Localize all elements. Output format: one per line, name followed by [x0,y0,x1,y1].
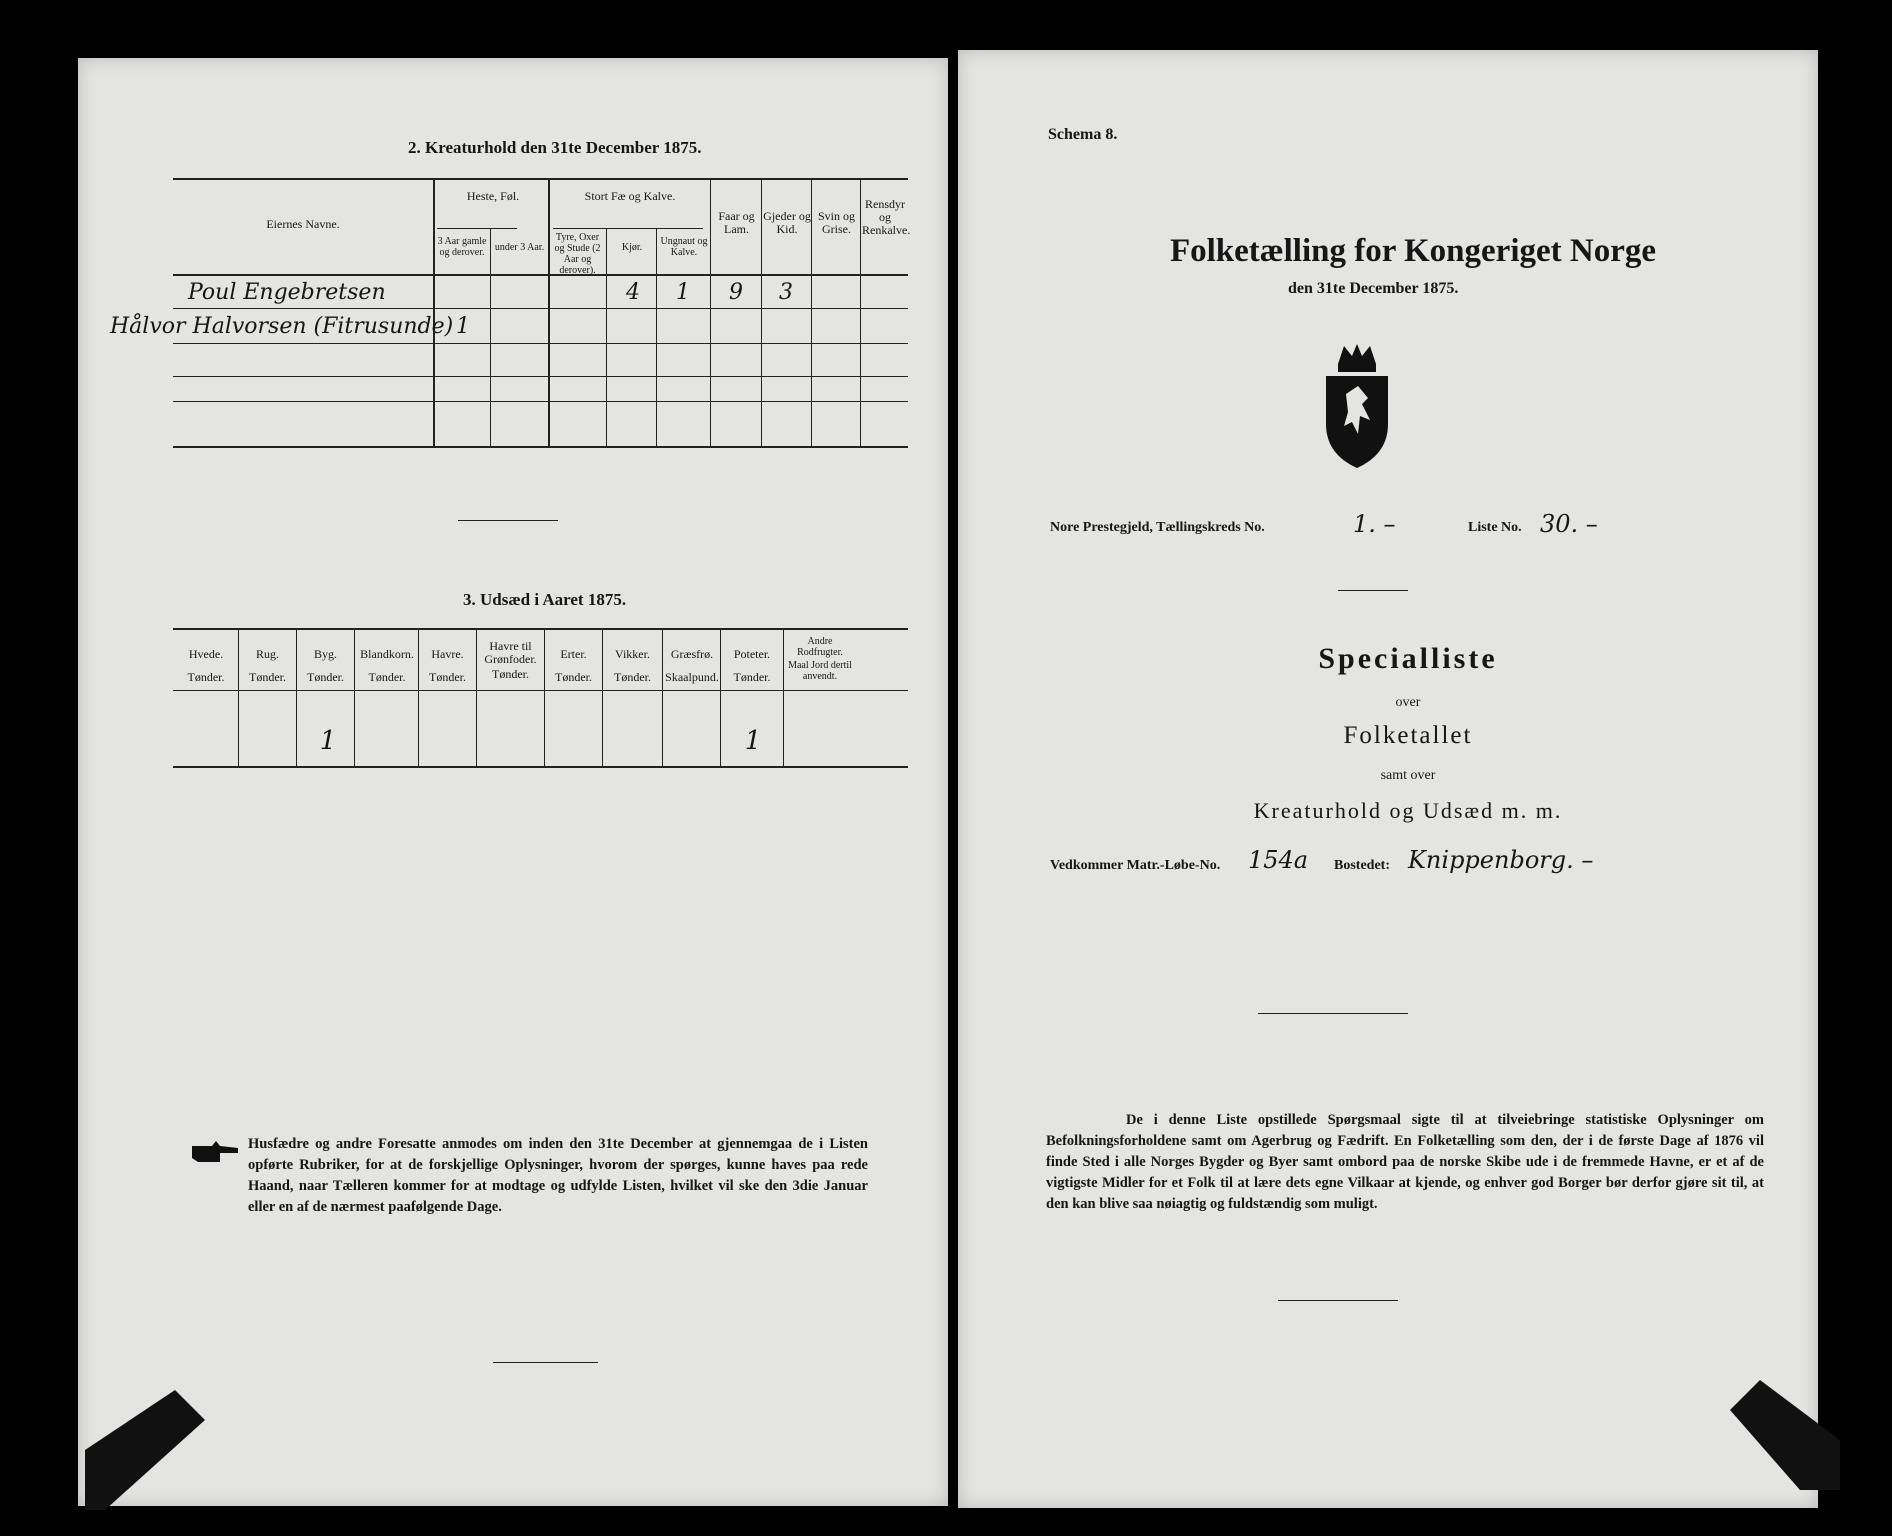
table2-bottom-rule [173,446,908,448]
liste-value: 30. – [1540,510,1598,538]
table3-bottom-rule [173,766,908,768]
table3-col-rule [783,628,784,766]
header-rensdyr: Rensdyr og Renkalve. [862,197,911,237]
table2-header-rule [173,274,908,276]
binder-clip-right [1720,1380,1840,1490]
header-stort-fae: Stort Fæ og Kalve. [584,189,676,203]
samt-over-text: samt over [1380,768,1436,783]
udsaed-col-graesfro: Græsfrø. Skaalpund. [665,647,719,684]
header-faar: Faar og Lam. [718,209,755,236]
udsaed-col-rodfrugter: Andre Rodfrugter. Maal Jord dertil anvendt. [788,636,852,682]
gjeder-row1: 3 [779,280,793,305]
bostedet-label: Bostedet: [1334,858,1390,873]
table2-col-rule [606,228,607,446]
header-kjor: Kjør. [621,242,643,253]
liste-label: Liste No. [1468,520,1522,535]
owner-name-row1: Poul Engebretsen [188,280,386,305]
separator-rule [458,520,558,521]
table2-rule [437,228,517,229]
closing-rule [493,1362,598,1363]
udsaed-col-rug: Rug. Tønder. [249,647,286,684]
prestegjeld-label: Nore Prestegjeld, Tællingskreds No. [1050,520,1265,535]
specialliste-title: Specialliste [1318,642,1498,675]
kjor-row1: 4 [626,280,640,305]
table2-col-rule [656,228,657,446]
tellingskreds-value: 1. – [1353,510,1396,538]
folketallet-text: Folketallet [1343,722,1473,749]
table3-col-rule [476,628,477,766]
schema-number: Schema 8. [1048,126,1118,143]
header-tyre: Tyre, Oxer og Stude (2 Aar og derover). [554,232,601,276]
table2-row-rule [173,401,908,402]
table2-col-rule [490,228,491,446]
closing-rule [1278,1300,1398,1301]
header-heste-under3: under 3 Aar. [494,242,545,253]
pointing-hand-icon [190,1138,240,1166]
table3-col-rule [662,628,663,766]
table3-col-rule [602,628,603,766]
separator-rule [1258,1013,1408,1014]
census-title: Folketælling for Kongeriget Norge [1169,233,1657,269]
bostedet-value: Knippenborg. – [1408,846,1594,874]
matr-label: Vedkommer Matr.-Løbe-No. [1050,858,1221,873]
over-text-1: over [1395,695,1421,710]
udsaed-col-erter: Erter. Tønder. [555,647,592,684]
section3-title: 3. Udsæd i Aaret 1875. [463,590,627,609]
header-owner: Eiernes Navne. [266,217,340,231]
header-heste-3aar: 3 Aar gamle og derover. [437,236,487,258]
udsaed-col-byg: Byg. Tønder. [307,647,344,684]
table2-top-rule [173,178,908,180]
table3-col-rule [720,628,721,766]
table2-col-rule [761,178,762,446]
header-gjeder: Gjeder og Kid. [763,209,811,236]
left-page [78,58,948,1506]
coat-of-arms-icon [1318,342,1396,472]
table2-col-rule [710,178,711,446]
header-heste-fol: Heste, Føl. [466,189,520,203]
table3-col-rule [296,628,297,766]
right-page [958,50,1818,1508]
table2-row-rule [173,376,908,377]
faar-row1: 9 [729,280,743,305]
ungnaut-row1: 1 [676,280,690,305]
kreaturhold-udsaed-text: Kreaturhold og Udsæd m. m. [1253,798,1563,823]
table2-col-rule [433,178,435,446]
owner-name-row2: Hålvor Halvorsen (Fitrusunde) [110,314,454,339]
table3-col-rule [354,628,355,766]
poteter-value: 1 [744,726,762,756]
matr-value: 154a [1248,846,1309,874]
table2-col-rule [548,178,550,446]
table3-col-rule [418,628,419,766]
udsaed-col-gronfoder: Havre til Grønfoder. Tønder. [484,639,537,681]
byg-value: 1 [319,726,337,756]
udsaed-col-vikker: Vikker. Tønder. [614,647,651,684]
table3-header-rule [173,690,908,691]
table2-row-rule [173,308,908,309]
header-ungnaut: Ungnaut og Kalve. [660,236,708,258]
table2-rule [553,228,703,229]
table2-col-rule [811,178,812,446]
table3-col-rule [238,628,239,766]
householder-notice: Husfædre og andre Foresatte anmodes om inden den 31te December at gjennemgaa de i Listen opførte Rubriker, for at de forskjellige Oplysninger, hvorom der spørges, kunne haves paa rede Haand, naar Tælleren kommer for at modtage og udfylde Listen, hvilket vil ske den 3die Januar eller en af de nærmest paafølgende Dage. [248,1136,868,1215]
heste3-row2: 1 [456,314,470,339]
udsaed-col-poteter: Poteter. Tønder. [733,647,771,684]
info-paragraph: De i denne Liste opstillede Spørgsmaal sigte til at tilveiebringe statistiske Oplysninger om Befolkningsforholdene samt om Agerbrug og Fædrift. En Folketælling som den, der i de første Dage af 1876 vil finde Sted i alle Norges Bygder og Byer samt ombord paa de norske Skibe ude i de fremmede Havne, er et af de vigtigste Midler for et Folk til at lære dets egne Vilkaar at kjende, og enhver god Borger bør derfor gjøre sit til, at den kan blive saa nøiagtig og fuldstændig som muligt. [1046,1112,1764,1212]
udsaed-col-hvede: Hvede. Tønder. [187,647,225,684]
census-date: den 31te December 1875. [1288,280,1459,297]
header-svin: Svin og Grise. [817,209,855,236]
separator-rule [1338,590,1408,591]
udsaed-col-havre: Havre. Tønder. [429,647,466,684]
udsaed-col-blandkorn: Blandkorn. Tønder. [360,647,414,684]
table2-col-rule [860,178,861,446]
table2-row-rule [173,343,908,344]
table3-col-rule [544,628,545,766]
table3-top-rule [173,628,908,630]
binder-clip-left [85,1390,215,1510]
section2-title: 2. Kreaturhold den 31te December 1875. [408,138,702,157]
